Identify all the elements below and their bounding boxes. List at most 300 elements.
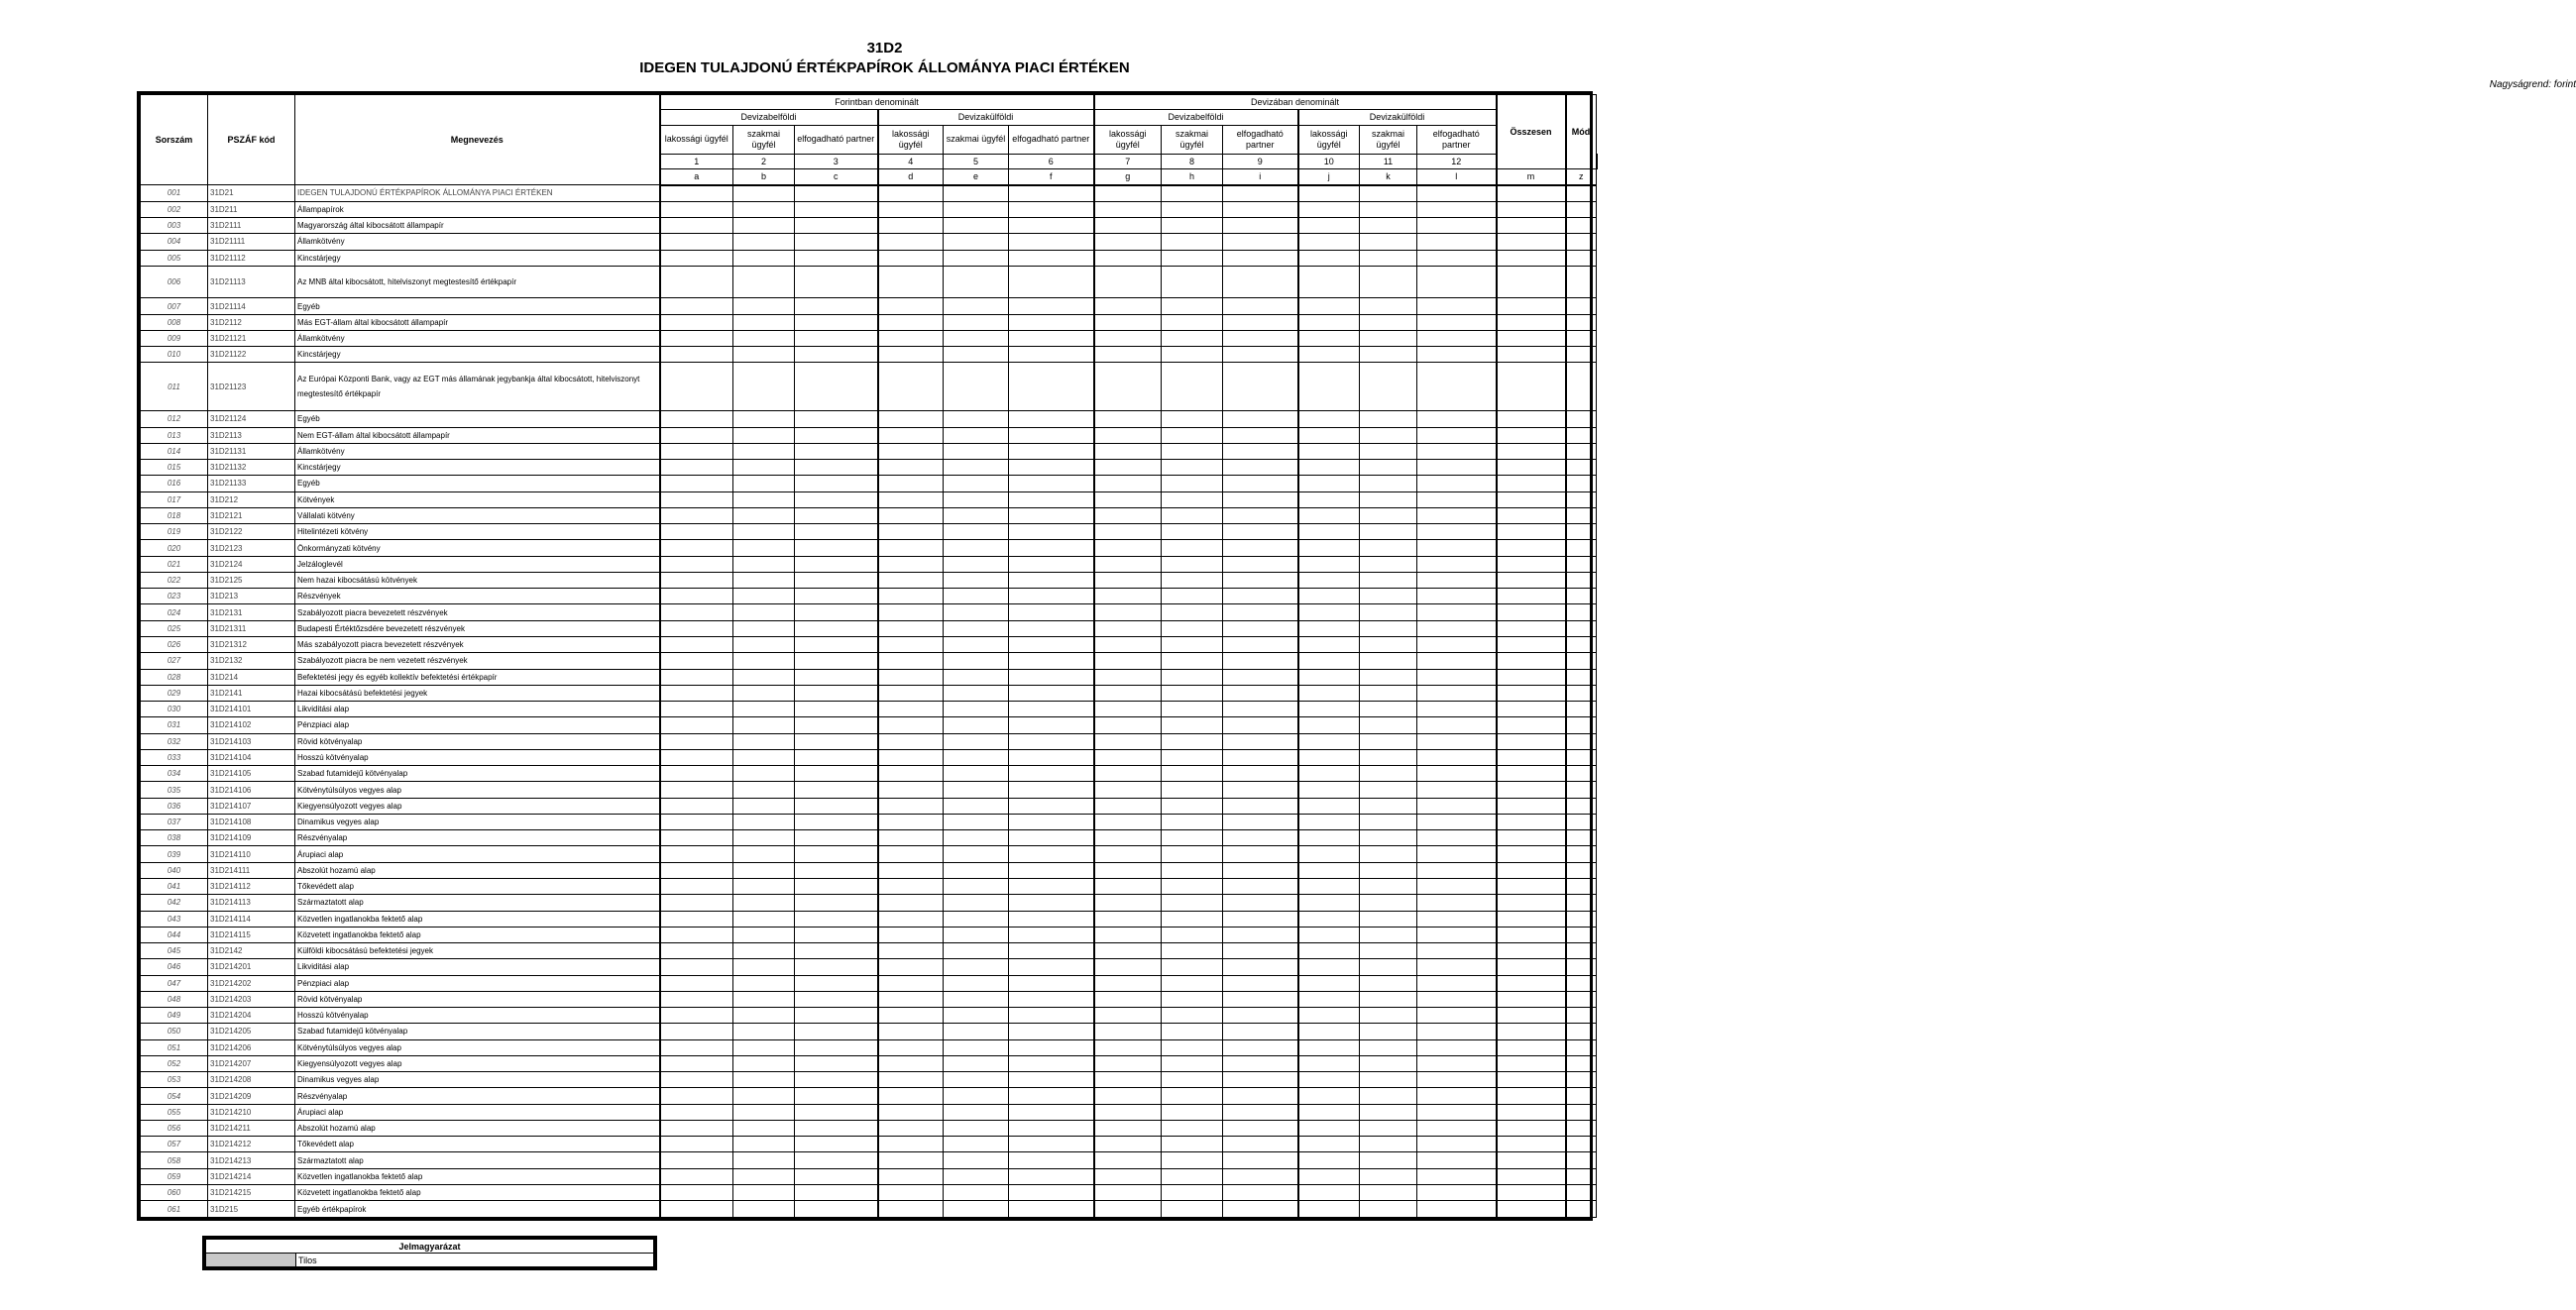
data-cell[interactable] — [733, 218, 795, 234]
data-cell[interactable] — [1566, 572, 1597, 588]
data-cell[interactable] — [1162, 1201, 1223, 1218]
data-cell[interactable] — [660, 653, 733, 669]
data-cell[interactable] — [1497, 589, 1566, 604]
data-cell[interactable] — [1162, 1152, 1223, 1168]
data-cell[interactable] — [878, 830, 944, 846]
data-cell[interactable] — [944, 991, 1009, 1007]
data-cell[interactable] — [1162, 653, 1223, 669]
data-cell[interactable] — [1497, 1168, 1566, 1184]
data-cell[interactable] — [1009, 476, 1094, 491]
data-cell[interactable] — [944, 636, 1009, 652]
data-cell[interactable] — [1223, 1168, 1298, 1184]
data-cell[interactable] — [878, 1185, 944, 1201]
data-cell[interactable] — [1094, 1137, 1162, 1152]
data-cell[interactable] — [1162, 266, 1223, 298]
data-cell[interactable] — [1497, 959, 1566, 975]
data-cell[interactable] — [878, 1201, 944, 1218]
data-cell[interactable] — [1417, 572, 1497, 588]
data-cell[interactable] — [1417, 589, 1497, 604]
data-cell[interactable] — [1298, 798, 1360, 814]
data-cell[interactable] — [1417, 717, 1497, 733]
data-cell[interactable] — [878, 443, 944, 459]
data-cell[interactable] — [878, 330, 944, 346]
data-cell[interactable] — [1566, 943, 1597, 959]
data-cell[interactable] — [1360, 524, 1417, 540]
data-cell[interactable] — [1417, 314, 1497, 330]
data-cell[interactable] — [660, 476, 733, 491]
data-cell[interactable] — [1417, 975, 1497, 991]
data-cell[interactable] — [944, 1185, 1009, 1201]
data-cell[interactable] — [1566, 201, 1597, 217]
data-cell[interactable] — [1566, 1104, 1597, 1120]
data-cell[interactable] — [1298, 540, 1360, 556]
data-cell[interactable] — [733, 185, 795, 202]
data-cell[interactable] — [1497, 507, 1566, 523]
data-cell[interactable] — [733, 363, 795, 411]
data-cell[interactable] — [795, 814, 878, 829]
data-cell[interactable] — [1223, 782, 1298, 798]
data-cell[interactable] — [1162, 250, 1223, 266]
data-cell[interactable] — [878, 476, 944, 491]
data-cell[interactable] — [1094, 363, 1162, 411]
data-cell[interactable] — [733, 927, 795, 942]
data-cell[interactable] — [795, 524, 878, 540]
data-cell[interactable] — [1360, 911, 1417, 927]
data-cell[interactable] — [1497, 862, 1566, 878]
data-cell[interactable] — [733, 766, 795, 782]
data-cell[interactable] — [1566, 1185, 1597, 1201]
data-cell[interactable] — [1360, 411, 1417, 427]
data-cell[interactable] — [1223, 895, 1298, 911]
data-cell[interactable] — [1417, 1008, 1497, 1024]
data-cell[interactable] — [1497, 556, 1566, 572]
data-cell[interactable] — [1417, 895, 1497, 911]
data-cell[interactable] — [1497, 1088, 1566, 1104]
data-cell[interactable] — [944, 749, 1009, 765]
data-cell[interactable] — [1094, 1039, 1162, 1055]
data-cell[interactable] — [795, 218, 878, 234]
data-cell[interactable] — [1417, 1137, 1497, 1152]
data-cell[interactable] — [1360, 717, 1417, 733]
data-cell[interactable] — [1223, 749, 1298, 765]
data-cell[interactable] — [944, 507, 1009, 523]
data-cell[interactable] — [1566, 589, 1597, 604]
data-cell[interactable] — [1566, 975, 1597, 991]
data-cell[interactable] — [1566, 556, 1597, 572]
data-cell[interactable] — [1566, 1008, 1597, 1024]
data-cell[interactable] — [1417, 685, 1497, 701]
data-cell[interactable] — [1009, 669, 1094, 685]
data-cell[interactable] — [1417, 524, 1497, 540]
data-cell[interactable] — [878, 491, 944, 507]
data-cell[interactable] — [1094, 943, 1162, 959]
data-cell[interactable] — [660, 1039, 733, 1055]
data-cell[interactable] — [795, 1168, 878, 1184]
data-cell[interactable] — [660, 733, 733, 749]
data-cell[interactable] — [1009, 895, 1094, 911]
data-cell[interactable] — [1094, 314, 1162, 330]
data-cell[interactable] — [1360, 1137, 1417, 1152]
data-cell[interactable] — [1298, 314, 1360, 330]
data-cell[interactable] — [1417, 991, 1497, 1007]
data-cell[interactable] — [1009, 798, 1094, 814]
data-cell[interactable] — [878, 1008, 944, 1024]
data-cell[interactable] — [1094, 266, 1162, 298]
data-cell[interactable] — [1417, 185, 1497, 202]
data-cell[interactable] — [660, 572, 733, 588]
data-cell[interactable] — [944, 685, 1009, 701]
data-cell[interactable] — [1566, 911, 1597, 927]
data-cell[interactable] — [1298, 1055, 1360, 1071]
data-cell[interactable] — [1360, 636, 1417, 652]
data-cell[interactable] — [1223, 314, 1298, 330]
data-cell[interactable] — [878, 991, 944, 1007]
data-cell[interactable] — [1360, 653, 1417, 669]
data-cell[interactable] — [1094, 556, 1162, 572]
data-cell[interactable] — [1162, 298, 1223, 314]
data-cell[interactable] — [733, 1120, 795, 1136]
data-cell[interactable] — [1497, 878, 1566, 894]
data-cell[interactable] — [795, 1008, 878, 1024]
data-cell[interactable] — [660, 878, 733, 894]
data-cell[interactable] — [1094, 782, 1162, 798]
data-cell[interactable] — [1162, 443, 1223, 459]
data-cell[interactable] — [1417, 347, 1497, 363]
data-cell[interactable] — [1360, 685, 1417, 701]
data-cell[interactable] — [1566, 798, 1597, 814]
data-cell[interactable] — [1009, 507, 1094, 523]
data-cell[interactable] — [878, 1104, 944, 1120]
data-cell[interactable] — [660, 507, 733, 523]
data-cell[interactable] — [1497, 1137, 1566, 1152]
data-cell[interactable] — [795, 476, 878, 491]
data-cell[interactable] — [1417, 702, 1497, 717]
data-cell[interactable] — [1298, 702, 1360, 717]
data-cell[interactable] — [1298, 266, 1360, 298]
data-cell[interactable] — [944, 1120, 1009, 1136]
data-cell[interactable] — [1298, 814, 1360, 829]
data-cell[interactable] — [1094, 685, 1162, 701]
data-cell[interactable] — [1094, 234, 1162, 250]
data-cell[interactable] — [1094, 218, 1162, 234]
data-cell[interactable] — [1497, 460, 1566, 476]
data-cell[interactable] — [1497, 1008, 1566, 1024]
data-cell[interactable] — [1223, 250, 1298, 266]
data-cell[interactable] — [660, 846, 733, 862]
data-cell[interactable] — [1162, 347, 1223, 363]
data-cell[interactable] — [1162, 314, 1223, 330]
data-cell[interactable] — [795, 507, 878, 523]
data-cell[interactable] — [1360, 814, 1417, 829]
data-cell[interactable] — [660, 766, 733, 782]
data-cell[interactable] — [1417, 330, 1497, 346]
data-cell[interactable] — [1298, 589, 1360, 604]
data-cell[interactable] — [1094, 476, 1162, 491]
data-cell[interactable] — [1417, 443, 1497, 459]
data-cell[interactable] — [1223, 1152, 1298, 1168]
data-cell[interactable] — [1417, 862, 1497, 878]
data-cell[interactable] — [795, 460, 878, 476]
data-cell[interactable] — [733, 636, 795, 652]
data-cell[interactable] — [1162, 1185, 1223, 1201]
data-cell[interactable] — [660, 443, 733, 459]
data-cell[interactable] — [878, 1055, 944, 1071]
data-cell[interactable] — [1162, 411, 1223, 427]
data-cell[interactable] — [1360, 201, 1417, 217]
data-cell[interactable] — [1298, 830, 1360, 846]
data-cell[interactable] — [1223, 878, 1298, 894]
data-cell[interactable] — [733, 669, 795, 685]
data-cell[interactable] — [733, 266, 795, 298]
data-cell[interactable] — [1009, 250, 1094, 266]
data-cell[interactable] — [1009, 524, 1094, 540]
data-cell[interactable] — [660, 1120, 733, 1136]
data-cell[interactable] — [1009, 1072, 1094, 1088]
data-cell[interactable] — [1566, 653, 1597, 669]
data-cell[interactable] — [1223, 524, 1298, 540]
data-cell[interactable] — [1360, 330, 1417, 346]
data-cell[interactable] — [1360, 620, 1417, 636]
data-cell[interactable] — [1360, 234, 1417, 250]
data-cell[interactable] — [1094, 1120, 1162, 1136]
data-cell[interactable] — [1497, 218, 1566, 234]
data-cell[interactable] — [1009, 1185, 1094, 1201]
data-cell[interactable] — [733, 943, 795, 959]
data-cell[interactable] — [878, 604, 944, 620]
data-cell[interactable] — [878, 234, 944, 250]
data-cell[interactable] — [1497, 1104, 1566, 1120]
data-cell[interactable] — [1009, 766, 1094, 782]
data-cell[interactable] — [1009, 266, 1094, 298]
data-cell[interactable] — [1223, 636, 1298, 652]
data-cell[interactable] — [795, 733, 878, 749]
data-cell[interactable] — [1094, 814, 1162, 829]
data-cell[interactable] — [1162, 927, 1223, 942]
data-cell[interactable] — [1298, 1120, 1360, 1136]
data-cell[interactable] — [1497, 1152, 1566, 1168]
data-cell[interactable] — [1360, 766, 1417, 782]
data-cell[interactable] — [733, 1168, 795, 1184]
data-cell[interactable] — [660, 266, 733, 298]
data-cell[interactable] — [1360, 1185, 1417, 1201]
data-cell[interactable] — [1094, 975, 1162, 991]
data-cell[interactable] — [1566, 540, 1597, 556]
data-cell[interactable] — [1298, 620, 1360, 636]
data-cell[interactable] — [795, 589, 878, 604]
data-cell[interactable] — [1566, 766, 1597, 782]
data-cell[interactable] — [795, 201, 878, 217]
data-cell[interactable] — [1497, 749, 1566, 765]
data-cell[interactable] — [1497, 250, 1566, 266]
data-cell[interactable] — [1298, 556, 1360, 572]
data-cell[interactable] — [1094, 702, 1162, 717]
data-cell[interactable] — [944, 330, 1009, 346]
data-cell[interactable] — [1162, 524, 1223, 540]
data-cell[interactable] — [878, 782, 944, 798]
data-cell[interactable] — [1417, 669, 1497, 685]
data-cell[interactable] — [1417, 636, 1497, 652]
data-cell[interactable] — [733, 443, 795, 459]
data-cell[interactable] — [1162, 185, 1223, 202]
data-cell[interactable] — [944, 717, 1009, 733]
data-cell[interactable] — [795, 862, 878, 878]
data-cell[interactable] — [1298, 250, 1360, 266]
data-cell[interactable] — [1298, 911, 1360, 927]
data-cell[interactable] — [1566, 1072, 1597, 1088]
data-cell[interactable] — [878, 959, 944, 975]
data-cell[interactable] — [944, 1152, 1009, 1168]
data-cell[interactable] — [1094, 911, 1162, 927]
data-cell[interactable] — [1094, 846, 1162, 862]
data-cell[interactable] — [1566, 749, 1597, 765]
data-cell[interactable] — [1566, 507, 1597, 523]
data-cell[interactable] — [1566, 1024, 1597, 1039]
data-cell[interactable] — [878, 766, 944, 782]
data-cell[interactable] — [1566, 717, 1597, 733]
data-cell[interactable] — [795, 1088, 878, 1104]
data-cell[interactable] — [1223, 702, 1298, 717]
data-cell[interactable] — [1360, 443, 1417, 459]
data-cell[interactable] — [1566, 298, 1597, 314]
data-cell[interactable] — [944, 491, 1009, 507]
data-cell[interactable] — [1162, 846, 1223, 862]
data-cell[interactable] — [1094, 1008, 1162, 1024]
data-cell[interactable] — [1360, 1152, 1417, 1168]
data-cell[interactable] — [795, 749, 878, 765]
data-cell[interactable] — [1162, 1168, 1223, 1184]
data-cell[interactable] — [660, 330, 733, 346]
data-cell[interactable] — [1094, 298, 1162, 314]
data-cell[interactable] — [1417, 878, 1497, 894]
data-cell[interactable] — [878, 702, 944, 717]
data-cell[interactable] — [1162, 1024, 1223, 1039]
data-cell[interactable] — [1497, 702, 1566, 717]
data-cell[interactable] — [1417, 218, 1497, 234]
data-cell[interactable] — [1566, 1137, 1597, 1152]
data-cell[interactable] — [944, 201, 1009, 217]
data-cell[interactable] — [1298, 1185, 1360, 1201]
data-cell[interactable] — [1566, 991, 1597, 1007]
data-cell[interactable] — [1497, 347, 1566, 363]
data-cell[interactable] — [795, 846, 878, 862]
data-cell[interactable] — [1223, 491, 1298, 507]
data-cell[interactable] — [1360, 1104, 1417, 1120]
data-cell[interactable] — [1162, 830, 1223, 846]
data-cell[interactable] — [878, 1120, 944, 1136]
data-cell[interactable] — [733, 507, 795, 523]
data-cell[interactable] — [1497, 717, 1566, 733]
data-cell[interactable] — [1223, 476, 1298, 491]
data-cell[interactable] — [1162, 589, 1223, 604]
data-cell[interactable] — [944, 443, 1009, 459]
data-cell[interactable] — [1298, 862, 1360, 878]
data-cell[interactable] — [1009, 1168, 1094, 1184]
data-cell[interactable] — [1566, 1088, 1597, 1104]
data-cell[interactable] — [1223, 218, 1298, 234]
data-cell[interactable] — [1162, 911, 1223, 927]
data-cell[interactable] — [1298, 491, 1360, 507]
data-cell[interactable] — [1094, 766, 1162, 782]
data-cell[interactable] — [660, 218, 733, 234]
data-cell[interactable] — [1298, 1137, 1360, 1152]
data-cell[interactable] — [795, 1039, 878, 1055]
data-cell[interactable] — [660, 1168, 733, 1184]
data-cell[interactable] — [1497, 1072, 1566, 1088]
data-cell[interactable] — [1298, 330, 1360, 346]
data-cell[interactable] — [660, 589, 733, 604]
data-cell[interactable] — [944, 460, 1009, 476]
data-cell[interactable] — [660, 927, 733, 942]
data-cell[interactable] — [733, 702, 795, 717]
data-cell[interactable] — [660, 749, 733, 765]
data-cell[interactable] — [733, 1201, 795, 1218]
data-cell[interactable] — [1566, 491, 1597, 507]
data-cell[interactable] — [1566, 927, 1597, 942]
data-cell[interactable] — [1223, 766, 1298, 782]
data-cell[interactable] — [1566, 636, 1597, 652]
data-cell[interactable] — [660, 1072, 733, 1088]
data-cell[interactable] — [1566, 1201, 1597, 1218]
data-cell[interactable] — [1417, 427, 1497, 443]
data-cell[interactable] — [1360, 589, 1417, 604]
data-cell[interactable] — [878, 363, 944, 411]
data-cell[interactable] — [1009, 782, 1094, 798]
data-cell[interactable] — [1566, 685, 1597, 701]
data-cell[interactable] — [1566, 733, 1597, 749]
data-cell[interactable] — [1009, 1137, 1094, 1152]
data-cell[interactable] — [1009, 298, 1094, 314]
data-cell[interactable] — [944, 1055, 1009, 1071]
data-cell[interactable] — [1566, 443, 1597, 459]
data-cell[interactable] — [1360, 830, 1417, 846]
data-cell[interactable] — [1162, 1088, 1223, 1104]
data-cell[interactable] — [1298, 427, 1360, 443]
data-cell[interactable] — [1417, 733, 1497, 749]
data-cell[interactable] — [1566, 330, 1597, 346]
data-cell[interactable] — [1417, 460, 1497, 476]
data-cell[interactable] — [1298, 1008, 1360, 1024]
data-cell[interactable] — [1009, 589, 1094, 604]
data-cell[interactable] — [795, 1120, 878, 1136]
data-cell[interactable] — [878, 862, 944, 878]
data-cell[interactable] — [1094, 524, 1162, 540]
data-cell[interactable] — [1298, 476, 1360, 491]
data-cell[interactable] — [1223, 1137, 1298, 1152]
data-cell[interactable] — [733, 878, 795, 894]
data-cell[interactable] — [944, 830, 1009, 846]
data-cell[interactable] — [1009, 411, 1094, 427]
data-cell[interactable] — [733, 1088, 795, 1104]
data-cell[interactable] — [1497, 604, 1566, 620]
data-cell[interactable] — [660, 959, 733, 975]
data-cell[interactable] — [1360, 782, 1417, 798]
data-cell[interactable] — [1009, 540, 1094, 556]
data-cell[interactable] — [1497, 943, 1566, 959]
data-cell[interactable] — [878, 1137, 944, 1152]
data-cell[interactable] — [1566, 620, 1597, 636]
data-cell[interactable] — [1360, 298, 1417, 314]
data-cell[interactable] — [1223, 1072, 1298, 1088]
data-cell[interactable] — [1094, 959, 1162, 975]
data-cell[interactable] — [1417, 604, 1497, 620]
data-cell[interactable] — [944, 1201, 1009, 1218]
data-cell[interactable] — [795, 250, 878, 266]
data-cell[interactable] — [1298, 991, 1360, 1007]
data-cell[interactable] — [660, 636, 733, 652]
data-cell[interactable] — [733, 524, 795, 540]
data-cell[interactable] — [944, 1168, 1009, 1184]
data-cell[interactable] — [1094, 1185, 1162, 1201]
